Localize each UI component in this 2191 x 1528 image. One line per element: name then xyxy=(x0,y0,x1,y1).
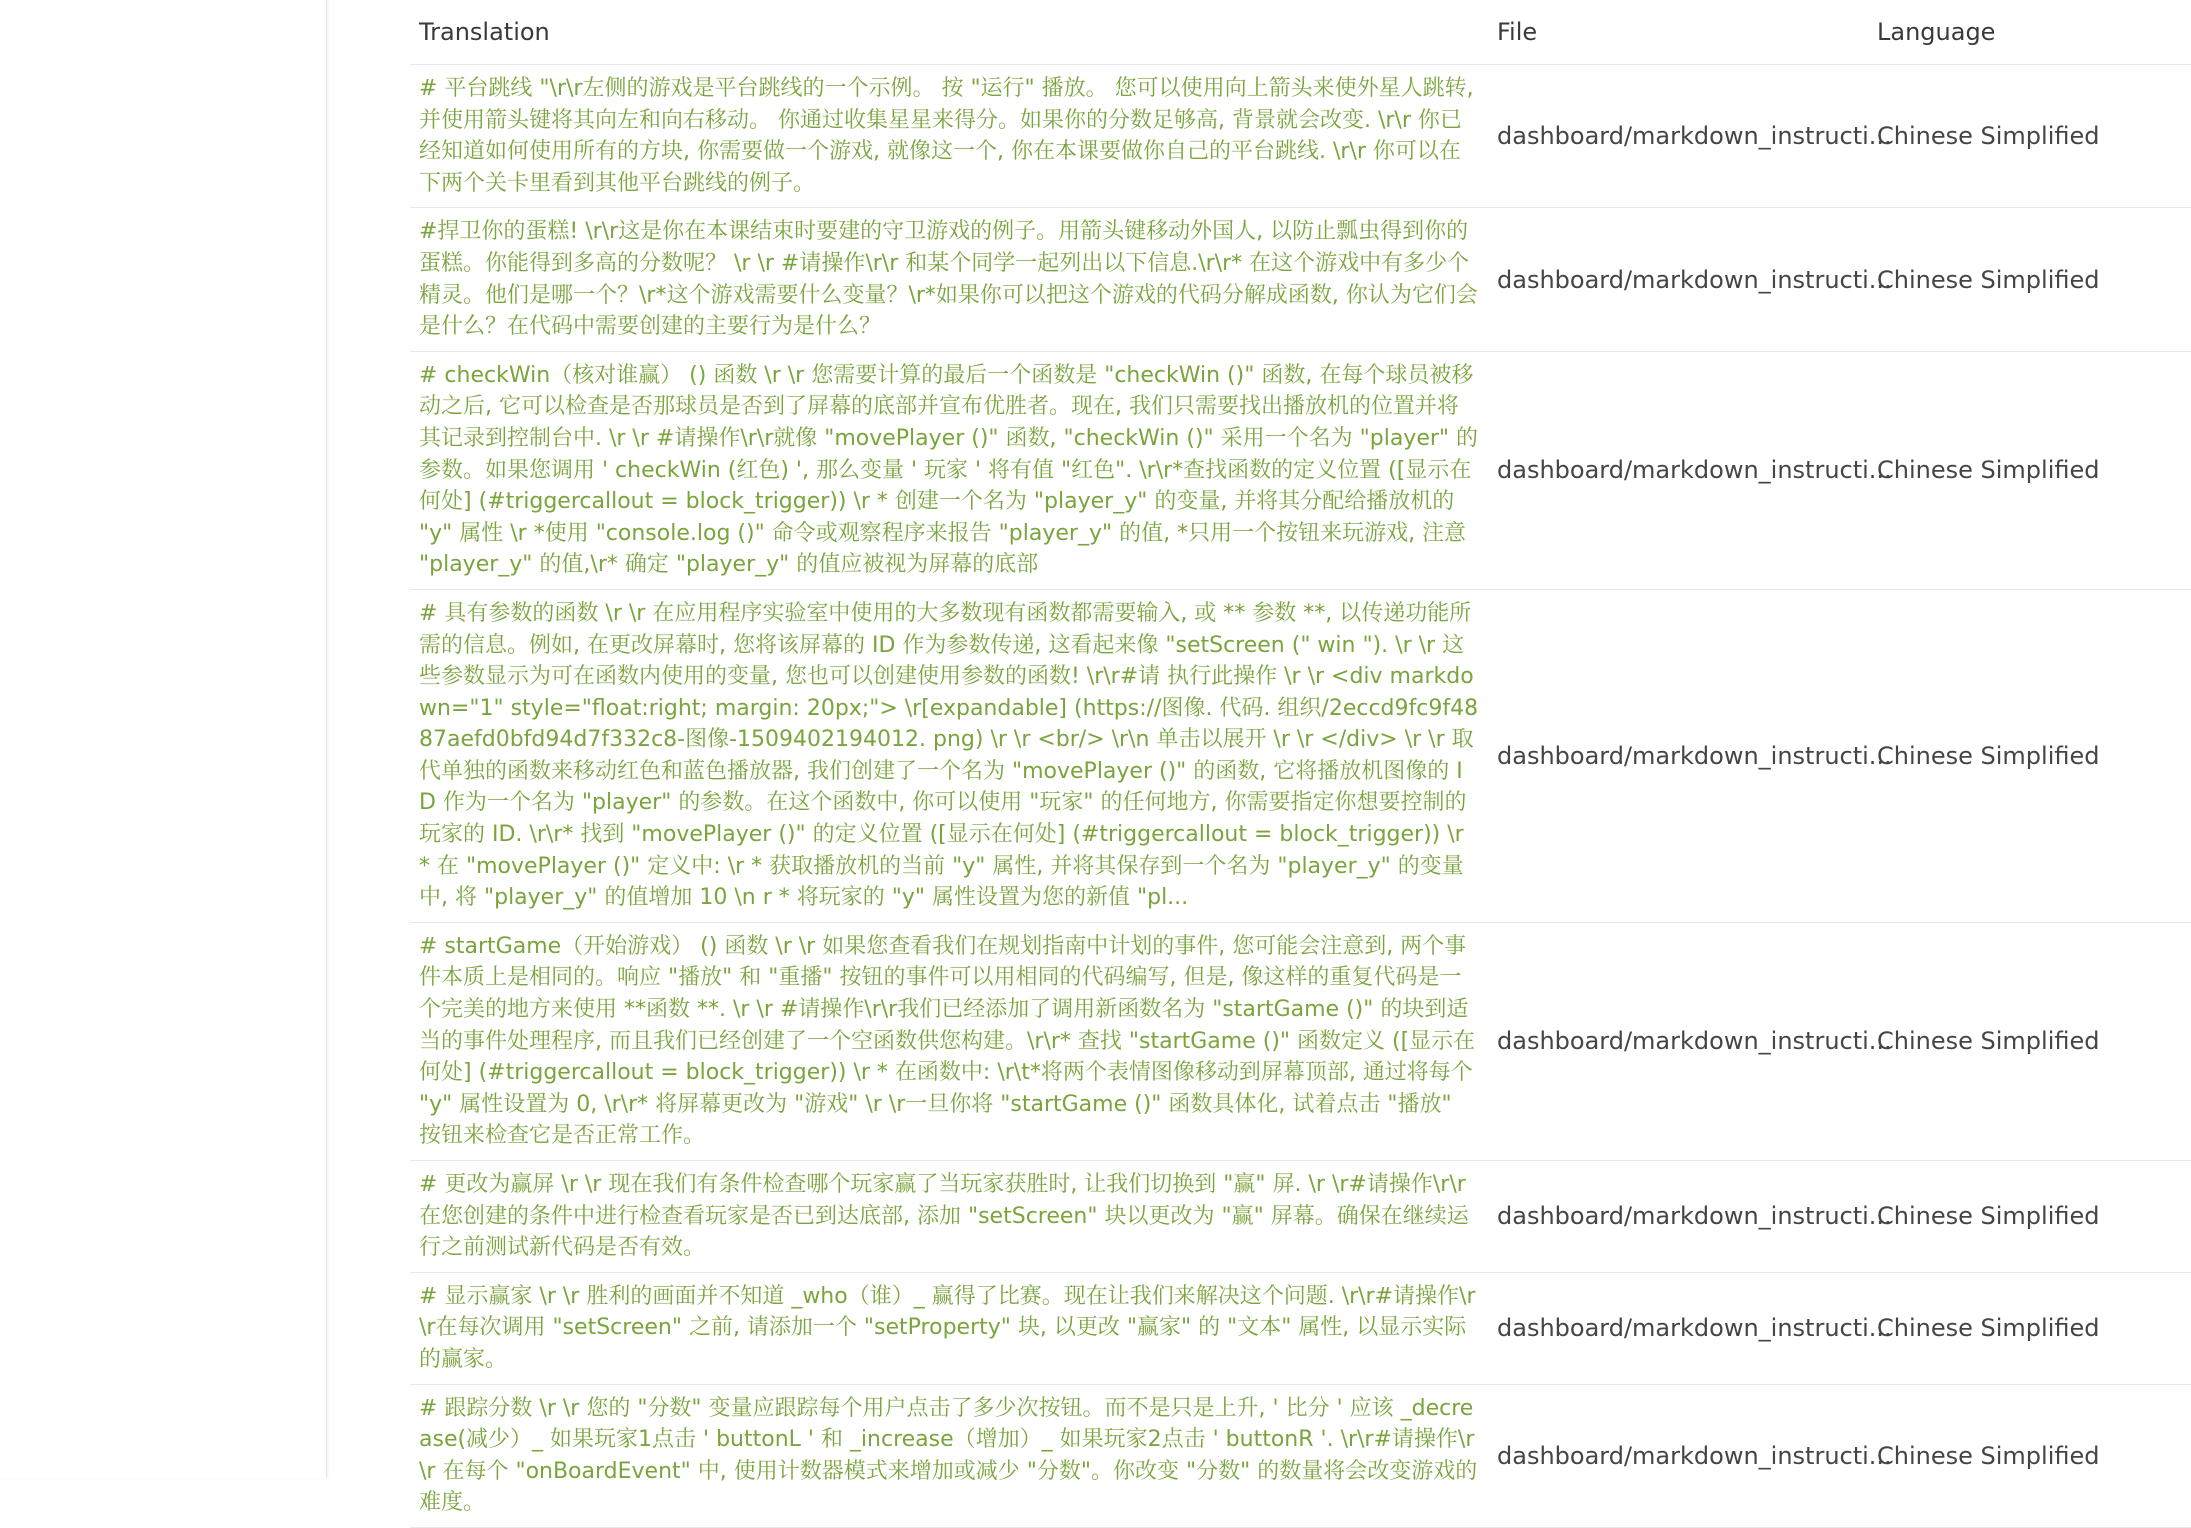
translation-cell: # checkWin（核对谁赢） () 函数 \r \r 您需要计算的最后一个函数是 "checkWin ()" 函数, 在每个球员被移动之后, 它可以检查是否那球员是否到了屏幕的底部并宣布优胜者。现在, 我们只需要找出播放机的位置并将其记录到控制台中. \r \r #请操作\r\r就像 "movePlayer ()" 函数, "checkWin ()" 采用一个名为 "player" 的参数。如果您调用 ' checkWin (红色) ', 那么变量 ' 玩家 ' 将有值 "红色". \r\r*查找函数的定义位置 ([显示在何处] (#triggercallout = block_trigger)) \r * 创建一个名为 "player_y" 的变量, 并将其分配给播放机的 "y" 属性 \r *使用 "console.log ()" 命令或观察程序来报告 "player_y" 的值, *只用一个按钮来玩游戏, 注意 "player_y" 的值,\r* 确定 "player_y" 的值应被视为屏幕的底部 xyxy=(410,351,1488,589)
table-row[interactable] xyxy=(410,589,2191,922)
translation-cell: #捍卫你的蛋糕! \r\r这是你在本课结束时要建的守卫游戏的例子。用箭头键移动外国人, 以防止瓢虫得到你的蛋糕。你能得到多高的分数呢？ \r \r #请操作\r\r 和某个同学一起列出以下信息.\r\r* 在这个游戏中有多少个精灵。他们是哪一个？\r*这个游戏需要什么变量？\r*如果你可以把这个游戏的代码分解成函数, 你认为它们会是什么？在代码中需要创建的主要行为是什么？ xyxy=(410,208,1488,351)
table-header-row xyxy=(410,0,2191,65)
file-cell: dashboard/markdown_instructi... xyxy=(1488,1161,1868,1273)
table-row[interactable] xyxy=(410,922,2191,1160)
column-header-file[interactable]: File xyxy=(1488,0,1868,65)
language-cell: Chinese Simplified xyxy=(1868,351,2191,589)
file-cell: dashboard/markdown_instructi... xyxy=(1488,1384,1868,1527)
translation-cell: # startGame（开始游戏） () 函数 \r \r 如果您查看我们在规划指南中计划的事件, 您可能会注意到, 两个事件本质上是相同的。响应 "播放" 和 "重播" 按钮的事件可以用相同的代码编写, 但是, 像这样的重复代码是一个完美的地方来使用 **函数 **. \r \r #请操作\r\r我们已经添加了调用新函数名为 "startGame ()" 的块到适当的事件处理程序, 而且我们已经创建了一个空函数供您构建。\r\r* 查找 "startGame ()" 函数定义 ([显示在何处] (#triggercallout = block_trigger)) \r * 在函数中: \r\t*将两个表情图像移动到屏幕顶部, 通过将每个 "y" 属性设置为 0, \r\r* 将屏幕更改为 "游戏" \r \r一旦你将 "startGame ()" 函数具体化, 试着点击 "播放" 按钮来检查它是否正常工作。 xyxy=(410,922,1488,1160)
language-cell: Chinese Simplified xyxy=(1868,1161,2191,1273)
translation-cell: # 具有参数的函数 \r \r 在应用程序实验室中使用的大多数现有函数都需要输入, 或 ** 参数 **, 以传递功能所需的信息。例如, 在更改屏幕时, 您将该屏幕的 ID 作为参数传递, 这看起来像 "setScreen (" win "). \r \r 这些参数显示为可在函数内使用的变量, 您也可以创建使用参数的函数! \r\r#请 执行此操作 \r \r <div markdown="1" style="float:right; margin: 20px;"> \r[expandable] (https://图像. 代码. 组织/2eccd9fc9f4887aefd0bfd94d7f332c8-图像-1509402194012. png) \r \r <br/> \r\n 单击以展开 \r \r </div> \r \r 取代单独的函数来移动红色和蓝色播放器, 我们创建了一个名为 "movePlayer ()" 的函数, 它将播放机图像的 ID 作为一个名为 "player" 的参数。在这个函数中, 你可以使用 "玩家" 的任何地方, 你需要指定你想要控制的玩家的 ID. \r\r* 找到 "movePlayer ()" 的定义位置 ([显示在何处] (#triggercallout = block_trigger)) \r * 在 "movePlayer ()" 定义中: \r * 获取播放机的当前 "y" 属性, 并将其保存到一个名为 "player_y" 的变量中, 将 "player_y" 的值增加 10 \n r * 将玩家的 "y" 属性设置为您的新值 "pl... xyxy=(410,589,1488,922)
table-row[interactable] xyxy=(410,351,2191,589)
language-cell: Chinese Simplified xyxy=(1868,589,2191,922)
results-panel xyxy=(410,0,2191,1528)
language-cell: Chinese Simplified xyxy=(1868,208,2191,351)
column-header-translation[interactable]: Translation xyxy=(410,0,1488,65)
translation-cell: # 平台跳线 "\r\r左侧的游戏是平台跳线的一个示例。 按 "运行" 播放。 您可以使用向上箭头来使外星人跳转, 并使用箭头键将其向左和向右移动。 你通过收集星星来得分。如果你的分数足够高, 背景就会改变. \r\r 你已经知道如何使用所有的方块, 你需要做一个游戏, 就像这一个, 你在本课要做你自己的平台跳线. \r\r 你可以在下两个关卡里看到其他平台跳线的例子。 xyxy=(410,65,1488,208)
file-cell: dashboard/markdown_instructi... xyxy=(1488,1272,1868,1384)
table-row[interactable] xyxy=(410,1384,2191,1527)
file-cell: dashboard/markdown_instructi... xyxy=(1488,351,1868,589)
file-cell: dashboard/markdown_instructi... xyxy=(1488,922,1868,1160)
table-row[interactable] xyxy=(410,1272,2191,1384)
file-cell: dashboard/markdown_instructi... xyxy=(1488,65,1868,208)
language-cell: Chinese Simplified xyxy=(1868,1384,2191,1527)
language-cell: Chinese Simplified xyxy=(1868,1272,2191,1384)
file-cell: dashboard/markdown_instructi... xyxy=(1488,589,1868,922)
language-cell: Chinese Simplified xyxy=(1868,65,2191,208)
language-cell: Chinese Simplified xyxy=(1868,922,2191,1160)
left-sidebar-panel xyxy=(0,0,327,1478)
translation-cell: # 跟踪分数 \r \r 您的 "分数" 变量应跟踪每个用户点击了多少次按钮。而不是只是上升, ' 比分 ' 应该 _decrease(减少）_ 如果玩家1点击 ' buttonL ' 和 _increase（增加）_ 如果玩家2点击 ' buttonR '. \r\r#请操作\r\r 在每个 "onBoardEvent" 中, 使用计数器模式来增加或减少 "分数"。你改变 "分数" 的数量将会改变游戏的难度。 xyxy=(410,1384,1488,1527)
file-cell: dashboard/markdown_instructi... xyxy=(1488,208,1868,351)
table-row[interactable] xyxy=(410,1161,2191,1273)
column-header-language[interactable]: Language xyxy=(1868,0,2191,65)
table-row[interactable] xyxy=(410,65,2191,208)
translation-cell: # 显示赢家 \r \r 胜利的画面并不知道 _who（谁）_ 赢得了比赛。现在让我们来解决这个问题. \r\r#请操作\r\r在每次调用 "setScreen" 之前, 请添加一个 "setProperty" 块, 以更改 "赢家" 的 "文本" 属性, 以显示实际的赢家。 xyxy=(410,1272,1488,1384)
translations-table xyxy=(410,0,2191,1528)
table-row[interactable] xyxy=(410,208,2191,351)
translation-cell: # 更改为赢屏 \r \r 现在我们有条件检查哪个玩家赢了当玩家获胜时, 让我们切换到 "赢" 屏. \r \r#请操作\r\r 在您创建的条件中进行检查看玩家是否已到达底部, 添加 "setScreen" 块以更改为 "赢" 屏幕。确保在继续运行之前测试新代码是否有效。 xyxy=(410,1161,1488,1273)
